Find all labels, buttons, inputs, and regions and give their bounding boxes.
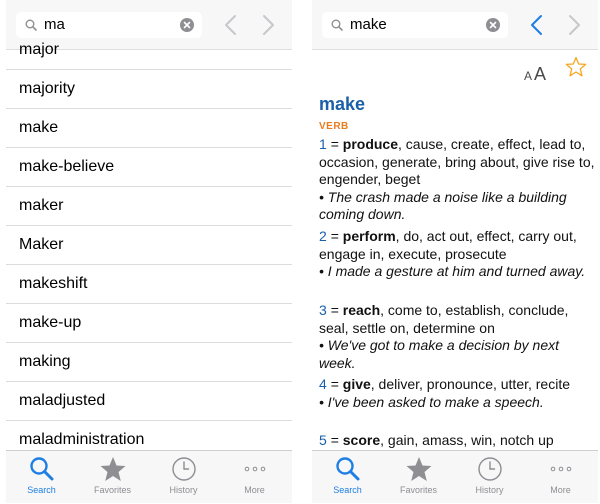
- list-item[interactable]: [6, 70, 292, 109]
- search-icon: [25, 19, 37, 31]
- word-list-screen: [6, 0, 292, 503]
- sense-item: [319, 376, 595, 411]
- word-label: make-believe: [19, 158, 115, 175]
- clear-search-button[interactable]: [486, 18, 500, 32]
- tab-history[interactable]: [454, 451, 525, 504]
- sense-item: [319, 302, 595, 372]
- tab-more[interactable]: [525, 451, 596, 504]
- tab-label: More: [550, 485, 571, 495]
- tab-search[interactable]: [312, 451, 383, 504]
- sense-example: • The crash made a noise like a building coming down.: [319, 188, 567, 222]
- tab-history[interactable]: [148, 451, 219, 504]
- favorite-star-icon[interactable]: [565, 56, 587, 78]
- sense-example: • I've been asked to make a speech.: [319, 393, 544, 410]
- font-size-small-glyph: A: [524, 69, 533, 83]
- sense-headword: produce: [342, 136, 398, 152]
- sense-equals: =: [330, 302, 339, 318]
- clock-icon: [170, 455, 198, 483]
- search-query: make: [350, 16, 387, 33]
- list-item[interactable]: [6, 382, 292, 421]
- list-item[interactable]: [6, 265, 292, 304]
- word-label: make-up: [19, 314, 82, 331]
- tab-label: History: [169, 485, 198, 495]
- sense-example: • I made a gesture at him and turned away.: [319, 263, 586, 279]
- sense-number: 4: [319, 376, 327, 392]
- list-item[interactable]: [6, 187, 292, 226]
- tab-label: Favorites: [93, 485, 131, 495]
- tab-favorites[interactable]: [383, 451, 454, 504]
- list-item[interactable]: [6, 31, 292, 70]
- clock-icon: [476, 455, 504, 483]
- search-query: ma: [44, 16, 65, 33]
- list-item[interactable]: [6, 226, 292, 265]
- word-label: major: [19, 41, 60, 58]
- sense-synonyms: , deliver, pronounce, utter, recite: [370, 376, 571, 392]
- sense-number: 3: [319, 302, 327, 318]
- tab-more[interactable]: [219, 451, 290, 504]
- headword: make: [319, 94, 366, 114]
- word-label: maladjusted: [19, 392, 106, 409]
- sense-synonyms: , cause, create, effect, lead to, occasion, generate, bring about, give rise to, engender, beget: [319, 136, 595, 187]
- sense-item: [319, 228, 595, 281]
- clear-search-button[interactable]: [180, 18, 194, 32]
- clear-icon: [180, 18, 194, 32]
- word-label: maker: [19, 197, 64, 214]
- entry-detail-screen: [312, 0, 598, 503]
- more-icon: [241, 455, 269, 483]
- search-icon: [331, 19, 343, 31]
- part-of-speech: VERB: [319, 121, 349, 132]
- word-label: make: [19, 119, 59, 136]
- tab-favorites[interactable]: [77, 451, 148, 504]
- sense-headword: reach: [342, 302, 381, 318]
- word-label: making: [19, 353, 71, 370]
- tab-label: Favorites: [399, 485, 437, 495]
- sense-number: 2: [319, 228, 327, 244]
- tab-label: History: [475, 485, 504, 495]
- sense-item: [319, 136, 595, 224]
- sense-equals: =: [330, 228, 339, 244]
- list-item[interactable]: [6, 304, 292, 343]
- sense-synonyms: , come to, establish, conclude, seal, settle on, determine on: [319, 302, 569, 336]
- sense-equals: =: [330, 136, 339, 152]
- word-list: [6, 41, 292, 450]
- star-icon: [405, 455, 433, 483]
- word-label: majority: [19, 80, 76, 97]
- list-item[interactable]: [6, 109, 292, 148]
- clear-icon: [486, 18, 500, 32]
- search-bar: [312, 0, 598, 50]
- forward-arrow-icon[interactable]: [564, 14, 584, 36]
- back-arrow-icon[interactable]: [528, 14, 548, 36]
- tab-bar: [312, 450, 598, 503]
- search-input[interactable]: [322, 12, 508, 38]
- sense-number: 5: [319, 432, 327, 448]
- star-icon: [99, 455, 127, 483]
- tab-label: Search: [27, 485, 56, 495]
- word-label: maladministration: [19, 431, 145, 448]
- sense-equals: =: [330, 376, 339, 392]
- sense-number: 1: [319, 136, 327, 152]
- word-label: makeshift: [19, 275, 88, 292]
- sense-example: • We've got to make a decision by next week.: [319, 337, 559, 371]
- tab-bar: [6, 450, 292, 503]
- font-size-button[interactable]: [524, 60, 554, 82]
- sense-headword: give: [342, 376, 371, 392]
- sense-item: [319, 432, 595, 450]
- tab-search[interactable]: [6, 451, 77, 504]
- list-item[interactable]: [6, 343, 292, 382]
- tab-label: Search: [333, 485, 362, 495]
- sense-synonyms: , do, act out, effect, carry out, engage in, execute, prosecute: [319, 228, 577, 262]
- sense-equals: =: [330, 432, 339, 448]
- entry-content: [312, 50, 598, 450]
- sense-headword: score: [342, 432, 381, 448]
- more-icon: [547, 455, 575, 483]
- font-size-large-glyph: A: [534, 64, 547, 84]
- word-label: Maker: [19, 236, 64, 253]
- sense-headword: perform: [342, 228, 396, 244]
- search-icon: [334, 455, 362, 483]
- list-item[interactable]: [6, 148, 292, 187]
- sense-synonyms: , gain, amass, win, notch up: [380, 432, 554, 448]
- search-icon: [28, 455, 56, 483]
- tab-label: More: [244, 485, 265, 495]
